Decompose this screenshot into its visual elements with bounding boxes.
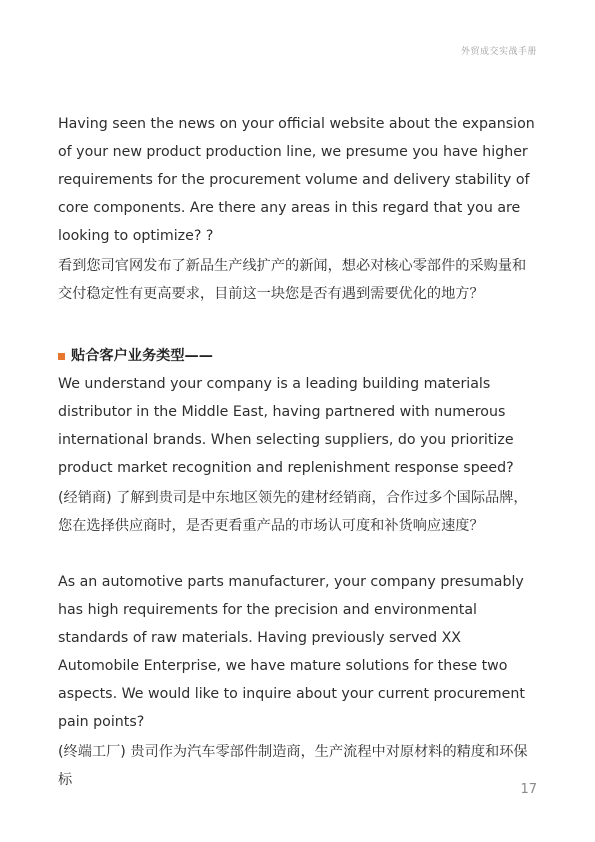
section-heading xyxy=(58,342,538,370)
section-marker-icon xyxy=(58,353,65,360)
spacer xyxy=(58,540,538,568)
running-header: 外贸成交实战手册 xyxy=(460,47,537,57)
paragraph-chinese-1: 看到您司官网发布了新品生产线扩产的新闻，想必对核心零部件的采购量和交付稳定性有更高要求，目前这一块您是否有遇到需要优化的地方？ xyxy=(58,258,527,302)
paragraph-chinese-2: (经销商) 了解到贵司是中东地区领先的建材经销商，合作过多个国际品牌，您在选择供应商时，是否更看重产品的市场认可度和补货响应速度？ xyxy=(58,490,528,534)
paragraph-english-2: We understand your company is a leading building materials distributor in the Middle East, having partnered with numerous international brands. When selecting suppliers, do you prioritize product market recognition and replenishment response speed? xyxy=(58,376,514,476)
page-number: 17 xyxy=(520,782,537,797)
spacer xyxy=(58,308,538,342)
paragraph-english-3: As an automotive parts manufacturer, your company presumably has high requirements for the precision and environmental standards of raw materials. Having previously served XX Automobile Enterprise, we have mature solutions for these two aspects. We would like to inquire about your current procurement pain points? xyxy=(58,574,525,730)
paragraph-english-1: Having seen the news on your official website about the expansion of your new product production line, we presume you have higher requirements for the procurement volume and delivery stability of core components. Are there any areas in this regard that you are looking to optimize? ? xyxy=(58,116,535,244)
paragraph-chinese-3: (终端工厂) 贵司作为汽车零部件制造商，生产流程中对原材料的精度和环保标 xyxy=(58,744,528,788)
section-heading-text: 贴合客户业务类型—— xyxy=(71,348,213,364)
page-content xyxy=(58,110,538,794)
